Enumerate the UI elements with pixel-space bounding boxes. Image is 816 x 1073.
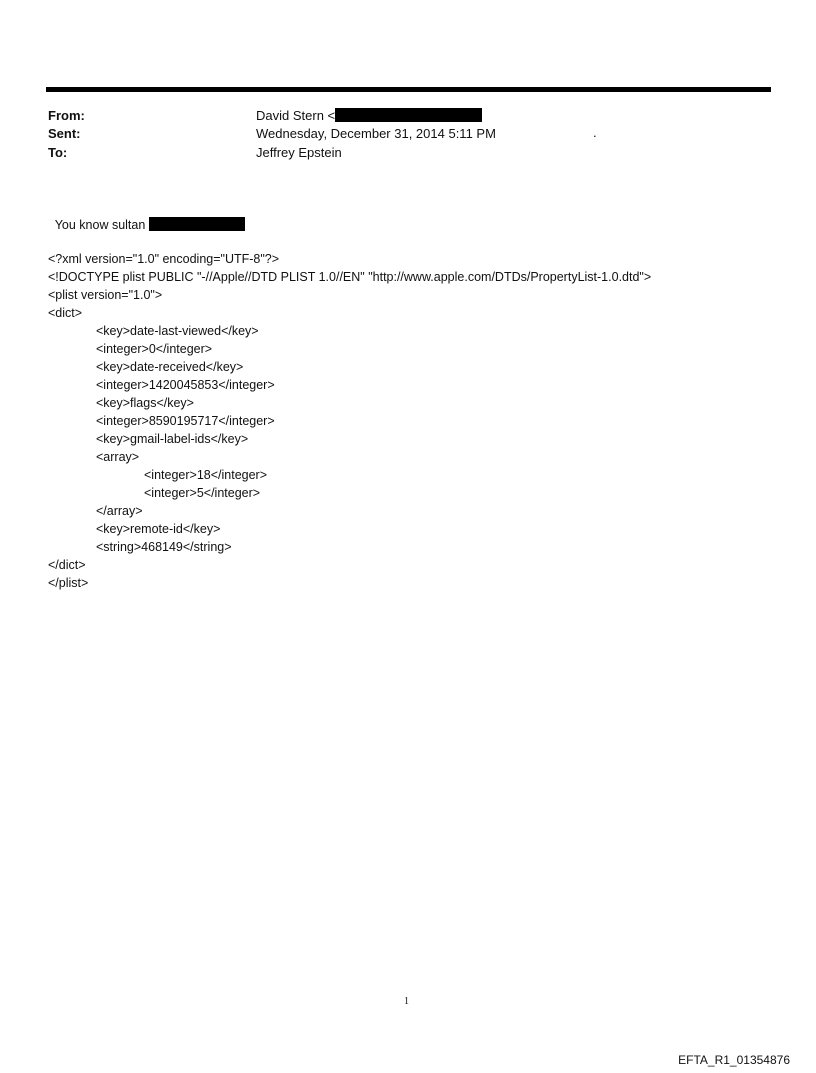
from-label: From: [48, 108, 85, 123]
code-line: <dict> [48, 306, 83, 320]
message-intro [48, 198, 245, 234]
code-line: </array> [96, 504, 143, 518]
from-name: David Stern < [256, 108, 336, 123]
header-divider [46, 87, 771, 92]
code-line: <integer>1420045853</integer> [96, 378, 275, 392]
code-line: <key>gmail-label-ids</key> [96, 432, 249, 446]
redaction-box [149, 217, 245, 231]
to-label: To: [48, 145, 68, 160]
code-line: <key>date-last-viewed</key> [96, 324, 259, 338]
code-line: <integer>5</integer> [144, 486, 261, 500]
code-line: <integer>0</integer> [96, 342, 213, 356]
code-line: <key>remote-id</key> [96, 522, 221, 536]
code-line: <!DOCTYPE plist PUBLIC "-//Apple//DTD PLIST 1.0//EN" "http://www.apple.com/DTDs/PropertyList-1.0.dtd"> [48, 270, 652, 284]
code-line: <plist version="1.0"> [48, 288, 163, 302]
code-line: <integer>18</integer> [144, 468, 268, 482]
sent-value: Wednesday, December 31, 2014 5:11 PM [256, 126, 496, 141]
code-line: <?xml version="1.0" encoding="UTF-8"?> [48, 252, 280, 266]
redaction-box [335, 108, 482, 122]
code-line: </dict> [48, 558, 86, 572]
intro-text: You know sultan [54, 218, 146, 232]
document-id: EFTA_R1_01354876 [678, 1053, 790, 1067]
to-value: Jeffrey Epstein [256, 145, 342, 160]
code-line: <string>468149</string> [96, 540, 232, 554]
from-value [256, 108, 482, 123]
code-line: <key>date-received</key> [96, 360, 244, 374]
code-line: <array> [96, 450, 140, 464]
sent-label: Sent: [48, 126, 81, 141]
code-line: <key>flags</key> [96, 396, 194, 410]
page-number: 1 [404, 996, 409, 1007]
code-line: </plist> [48, 576, 89, 590]
code-line: <integer>8590195717</integer> [96, 414, 275, 428]
stray-mark: . [593, 125, 597, 140]
